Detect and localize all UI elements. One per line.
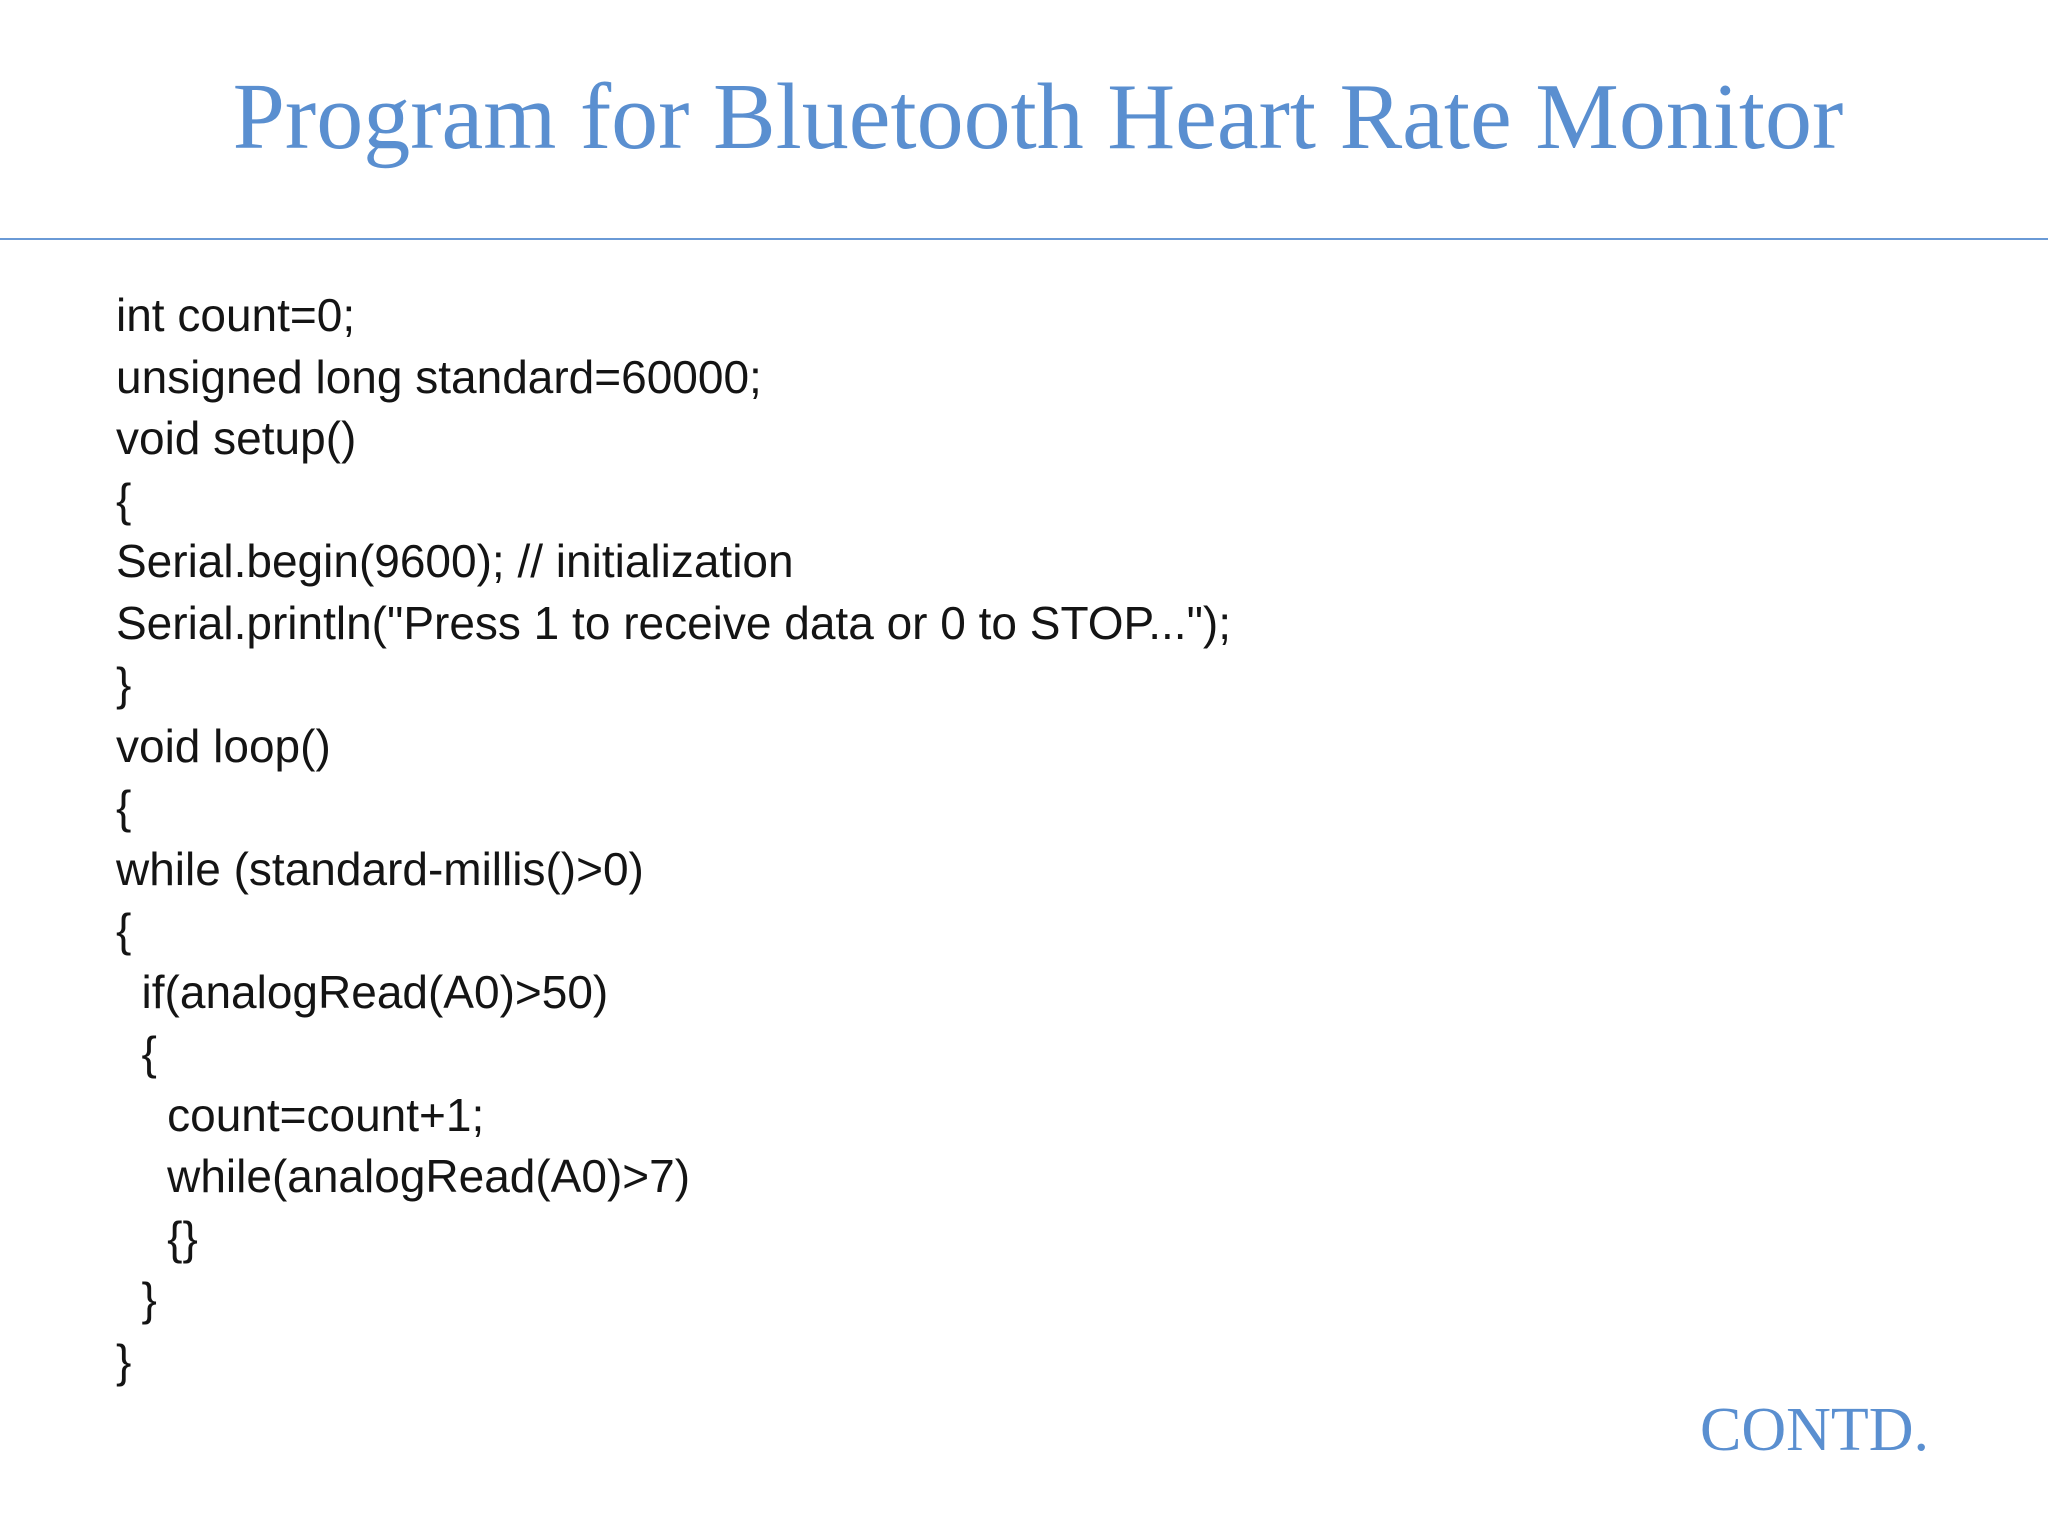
title-divider (0, 238, 2048, 240)
code-line: } (116, 1273, 157, 1325)
code-line: while (standard-millis()>0) (116, 842, 644, 895)
code-line: count=count+1; (116, 1088, 485, 1141)
continued-label: CONTD. (1700, 1396, 1930, 1464)
slide-title: Program for Bluetooth Heart Rate Monitor (232, 65, 1844, 169)
code-line: void setup() (116, 412, 357, 464)
code-line: int count=0; (116, 289, 356, 341)
code-line: { (116, 781, 132, 833)
code-line: while(analogRead(A0)>7) (116, 1150, 691, 1202)
code-line: } (116, 658, 132, 710)
code-line: } (116, 1334, 132, 1387)
code-line: void loop() (116, 719, 331, 772)
code-line: { (116, 904, 132, 956)
code-line: unsigned long standard=60000; (116, 350, 762, 403)
code-line: { (116, 473, 132, 526)
code-block (116, 285, 1231, 1392)
code-line: Serial.println("Press 1 to receive data or 0 to STOP..."); (116, 596, 1232, 649)
code-line: { (116, 1027, 157, 1079)
code-line: Serial.begin(9600); // initialization (116, 535, 794, 587)
code-line: {} (116, 1211, 198, 1264)
code-line: if(analogRead(A0)>50) (116, 965, 609, 1018)
